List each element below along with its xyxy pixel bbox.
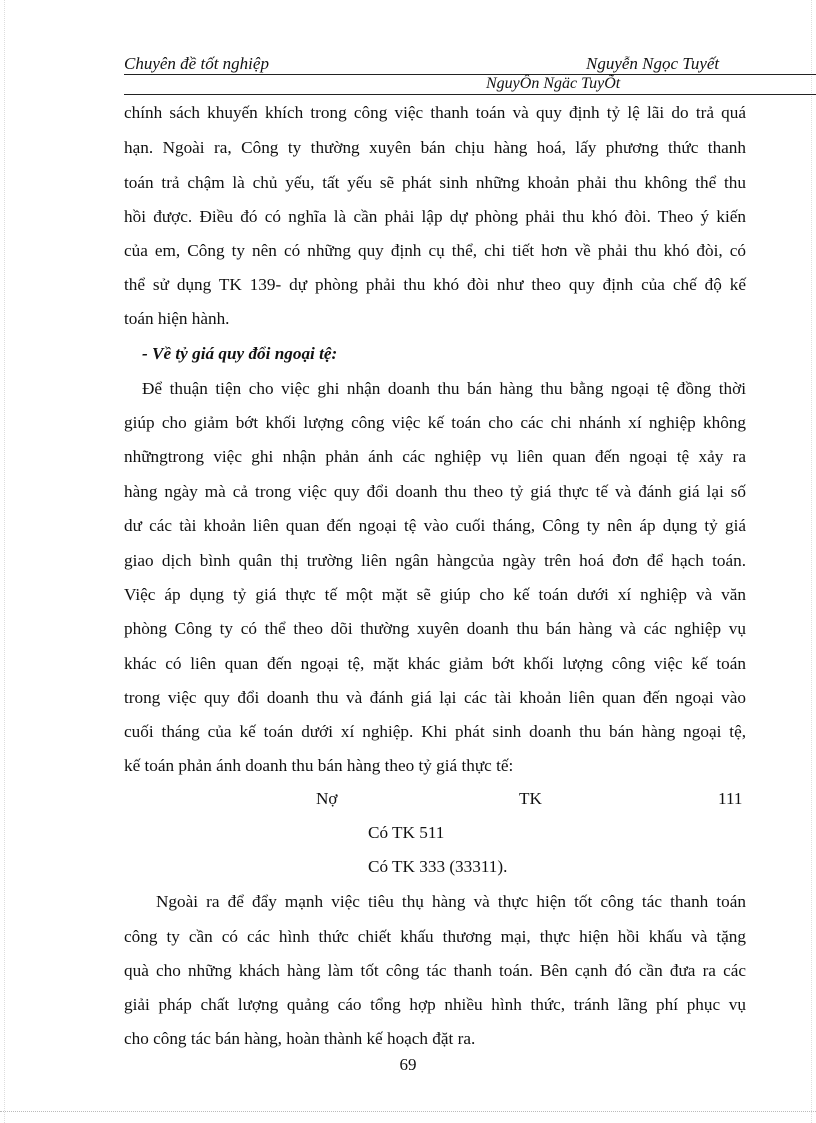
- body-line: cho công tác bán hàng, hoàn thành kế hoạch đặt ra.: [124, 1029, 476, 1048]
- header-author: Nguyễn Ngọc Tuyết: [586, 54, 720, 73]
- body-line: quà cho những khách hàng làm tốt công tác thanh toán. Bên cạnh đó cần đưa ra các: [124, 961, 746, 980]
- entry-tk-number: 111: [718, 789, 743, 808]
- left-margin-dots: [4, 0, 5, 1123]
- header-title: Chuyên đề tốt nghiệp: [124, 54, 269, 73]
- running-header-secondary: [124, 74, 816, 95]
- section-heading: - Về tỷ giá quy đổi ngoại tệ:: [142, 344, 338, 363]
- body-line: giao dịch bình quân thị trường liên ngân hàngcủa ngày trên hoá đơn để hạch toán.: [124, 551, 746, 570]
- body-line: của em, Công ty nên có những quy định cụ thể, chi tiết hơn về phải thu khó đòi, có: [124, 241, 746, 260]
- body-line: giúp cho giảm bớt khối lượng công việc kế toán cho các chi nhánh xí nghiệp không: [124, 413, 746, 432]
- body-line: kế toán phản ánh doanh thu bán hàng theo tỷ giá thực tế:: [124, 756, 514, 775]
- body-line: phòng Công ty có thể theo dõi thường xuyên doanh thu bán hàng và các nghiệp vụ: [124, 619, 746, 638]
- body-line: Để thuận tiện cho việc ghi nhận doanh thu bán hàng thu bằng ngoại tệ đồng thời: [142, 379, 746, 398]
- body-line: hạn. Ngoài ra, Công ty thường xuyên bán chịu hàng hoá, lấy phương thức thanh: [124, 138, 746, 157]
- body-line: Việc áp dụng tỷ giá thực tế một mặt sẽ giúp cho kế toán dưới xí nghiệp và văn: [124, 585, 746, 604]
- body-line: Ngoài ra để đẩy mạnh việc tiêu thụ hàng và thực hiện tốt công tác thanh toán: [156, 892, 746, 911]
- body-line: giải pháp chất lượng quảng cáo tổng hợp nhiều hình thức, tránh lãng phí phục vụ: [124, 995, 746, 1014]
- entry-debit-label: Nợ: [316, 789, 338, 808]
- entry-credit-511: Có TK 511: [368, 823, 445, 842]
- body-line: nhữngtrong việc ghi nhận phản ánh các nghiệp vụ liên quan đến ngoại tệ xảy ra: [124, 447, 746, 466]
- body-line: trong việc quy đổi doanh thu và đánh giá lại các tài khoản liên quan đến ngoại vào: [124, 688, 746, 707]
- body-line: dư các tài khoản liên quan đến ngoại tệ vào cuối tháng, Công ty nên áp dụng tỷ giá: [124, 516, 746, 535]
- body-line: hàng ngày mà cả trong việc quy đổi doanh thu theo tỷ giá thực tế và đánh giá lại số: [124, 482, 746, 501]
- running-header: [124, 52, 816, 75]
- body-line: toán trả chậm là chủ yếu, tất yếu sẽ phát sinh những khoản phải thu không thể thu: [124, 173, 746, 192]
- entry-credit-333: Có TK 333 (33311).: [368, 857, 508, 876]
- entry-tk-label: TK: [519, 789, 542, 808]
- footer-dotted-rule: [0, 1111, 816, 1112]
- body-line: công ty cần có các hình thức chiết khấu thương mại, thực hiện hồi khấu và tặng: [124, 927, 746, 946]
- body-line: thể sử dụng TK 139- dự phòng phải thu khó đòi như theo quy định của chế độ kế: [124, 275, 746, 294]
- body-line: cuối tháng của kế toán dưới xí nghiệp. Khi phát sinh doanh thu bán hàng ngoại tệ,: [124, 722, 746, 741]
- page-number: 69: [399, 1055, 417, 1074]
- right-margin-dots: [811, 0, 812, 1123]
- header-author-garbled: NguyÔn Ngäc TuyÕt: [486, 75, 621, 92]
- body-line: toán hiện hành.: [124, 309, 230, 328]
- body-line: khác có liên quan đến ngoại tệ, mặt khác giảm bớt khối lượng công việc kế toán: [124, 654, 746, 673]
- body-line: chính sách khuyến khích trong công việc thanh toán và quy định tỷ lệ lãi do trả quá: [124, 103, 746, 122]
- body-line: hồi được. Điều đó có nghĩa là cần phải lập dự phòng phải thu khó đòi. Theo ý kiến: [124, 207, 746, 226]
